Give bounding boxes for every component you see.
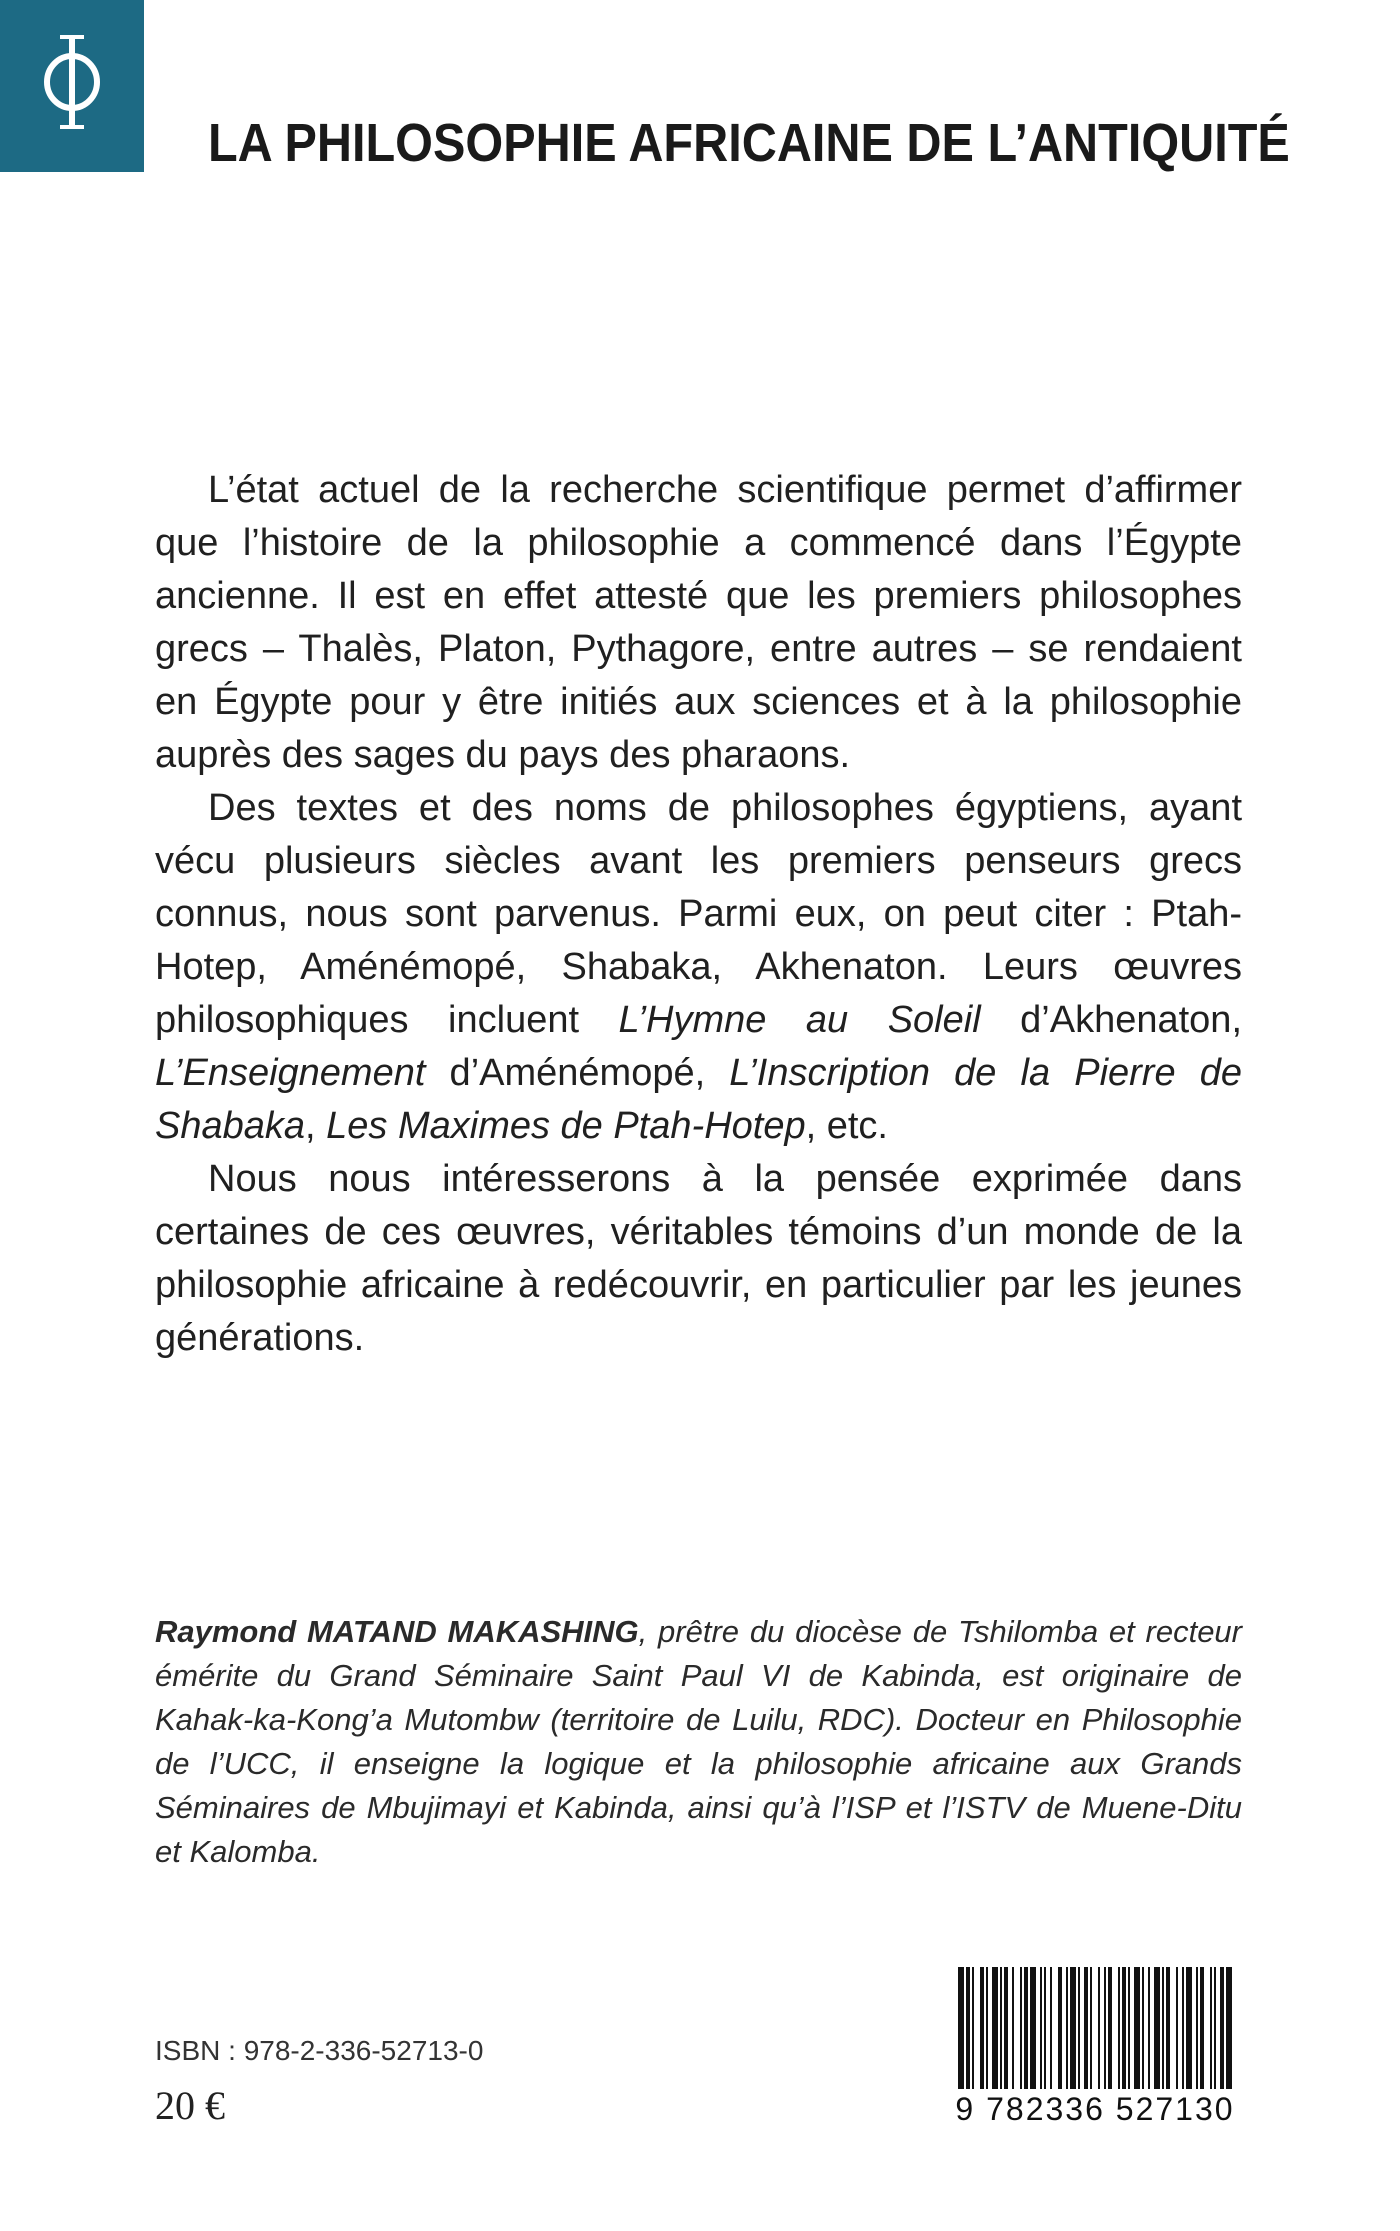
- barcode-bar: [1196, 1967, 1198, 2089]
- barcode-bar: [1176, 1967, 1178, 2089]
- barcode-bar: [1128, 1967, 1130, 2089]
- work-title: L’Hymne au Soleil: [618, 999, 981, 1041]
- barcode-bar: [966, 1967, 970, 2089]
- barcode-bar: [1186, 1967, 1192, 2089]
- barcode-bar: [1210, 1967, 1212, 2089]
- barcode-bar: [1066, 1967, 1068, 2089]
- barcode-bar: [1220, 1967, 1224, 2089]
- barcode-bar: [986, 1967, 988, 2089]
- summary-paragraph-1: L’état actuel de la recherche scientifique permet d’affirmer que l’histoire de la philosophie a commencé dans l’Égypte ancienne. Il est en effet attesté que les premiers philosophes grecs – Thalès, Platon, Pythagore, entre autres – se rendaient en Égypte pour y être initiés aux sciences et à la philosophie auprès des sages du pays des pharaons.: [155, 469, 1242, 776]
- price: 20 €: [155, 2083, 225, 2128]
- barcode-bar: [1166, 1967, 1170, 2089]
- book-title: LA PHILOSOPHIE AFRICAINE DE L’ANTIQUITÉ: [208, 113, 1290, 173]
- barcode-bar: [1162, 1967, 1164, 2089]
- barcode-bar: [1058, 1967, 1062, 2089]
- barcode-bar: [1104, 1967, 1106, 2089]
- barcode-bar: [1090, 1967, 1092, 2089]
- barcode-bar: [1108, 1967, 1112, 2089]
- barcode-bar: [1214, 1967, 1216, 2089]
- barcode-bar: [1004, 1967, 1008, 2089]
- barcode-bar: [992, 1967, 998, 2089]
- barcode-bar: [1148, 1967, 1150, 2089]
- author-bio: [155, 1610, 1242, 1874]
- barcode-bar: [1012, 1967, 1014, 2089]
- barcode-bar: [1084, 1967, 1088, 2089]
- barcode-bar: [972, 1967, 974, 2089]
- author-name: Raymond MATAND MAKASHING: [155, 1614, 639, 1649]
- barcode-bar: [1154, 1967, 1160, 2089]
- barcode-bar: [1000, 1967, 1002, 2089]
- barcode-bar: [958, 1967, 964, 2089]
- work-title: Les Maximes de Ptah-Hotep: [326, 1105, 806, 1147]
- summary-paragraph-3: Nous nous intéresserons à la pensée exprimée dans certaines de ces œuvres, véritables témoins d’un monde de la philosophie africaine à redécouvrir, en particulier par les jeunes générations.: [155, 1158, 1242, 1359]
- publisher-logo: [0, 0, 144, 172]
- barcode-bar: [1118, 1967, 1120, 2089]
- barcode-bar: [1024, 1967, 1028, 2089]
- barcode-digits: 9 782336 527130: [955, 2091, 1235, 2127]
- isbn: ISBN : 978-2-336-52713-0: [155, 2035, 484, 2066]
- summary-paragraph-2: Des textes et des noms de philosophes égyptiens, ayant vécu plusieurs siècles avant les premiers penseurs grecs connus, nous sont parvenus. Parmi eux, on peut citer : Ptah-Hotep, Aménémopé, Shabaka, Akhenaton. Leurs œuvres philosophiques incluent L’Hymne au Soleil d’Akhenaton, L’Enseignement d’Aménémopé, L’Inscription de la Pierre de Shabaka, Les Maximes de Ptah-Hotep, etc.: [155, 787, 1242, 1147]
- barcode: [950, 1967, 1240, 2137]
- barcode-bar: [1050, 1967, 1052, 2089]
- barcode-bar: [1040, 1967, 1042, 2089]
- barcode-bar: [1134, 1967, 1140, 2089]
- barcode-bar: [1182, 1967, 1184, 2089]
- phi-icon: [0, 0, 144, 172]
- barcode-bars: [950, 1967, 1240, 2091]
- barcode-bar: [1078, 1967, 1080, 2089]
- barcode-bar: [1122, 1967, 1126, 2089]
- barcode-bar: [1020, 1967, 1022, 2089]
- bio-text: , prêtre du diocèse de Tshilomba et recteur émérite du Grand Séminaire Saint Paul VI de Kabinda, est originaire de Kahak-ka-Kong’a Mutombw (territoire de Luilu, RDC). Docteur en Philosophie de l’UCC, il enseigne la logique et la philosophie africaine aux Grands Séminaires de Mbujimayi et Kabinda, ainsi qu’à l’ISP et l’ISTV de Muene-Ditu et Kalomba.: [155, 1614, 1242, 1869]
- book-summary: [155, 464, 1242, 1365]
- barcode-bar: [1142, 1967, 1144, 2089]
- barcode-bar: [1226, 1967, 1232, 2089]
- barcode-bar: [1098, 1967, 1100, 2089]
- work-title: L’Inscription de la Pierre de Shabaka: [155, 1052, 1242, 1147]
- barcode-bar: [1070, 1967, 1076, 2089]
- barcode-bar: [1200, 1967, 1204, 2089]
- barcode-bar: [1044, 1967, 1046, 2089]
- barcode-bar: [1030, 1967, 1036, 2089]
- barcode-bar: [980, 1967, 984, 2089]
- work-title: L’Enseignement: [155, 1052, 426, 1094]
